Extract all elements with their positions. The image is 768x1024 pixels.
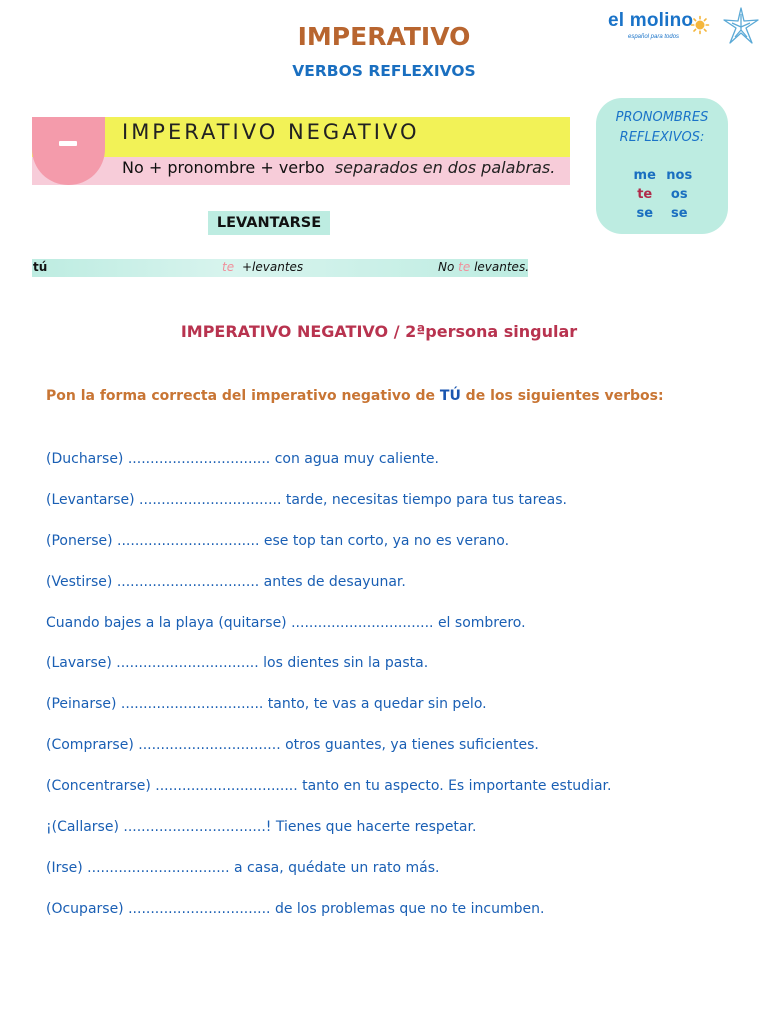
logo-text: el molino xyxy=(608,10,694,31)
exercise-item: (Vestirse) ................................ antes de desayunar. xyxy=(46,573,406,590)
pronouns-heading-line2: REFLEXIVOS: xyxy=(619,130,705,145)
page-title: IMPERATIVO xyxy=(297,22,471,51)
instruction-highlight: TÚ xyxy=(439,388,461,404)
example-negative-verb: levantes. xyxy=(474,260,530,274)
page-subtitle: VERBOS REFLEXIVOS xyxy=(292,62,476,80)
instruction-before: Pon la forma correcta del imperativo negativo de xyxy=(46,388,440,404)
pronoun-row xyxy=(596,187,728,202)
minus-badge xyxy=(32,117,105,185)
pronoun-row xyxy=(596,206,728,221)
exercise-item: (Levantarse) ................................ tarde, necesitas tiempo para tus tareas. xyxy=(46,491,567,508)
pronoun-row xyxy=(596,168,728,183)
exercise-item: (Irse) ................................ a casa, quédate un rato más. xyxy=(46,859,440,876)
formula-note: separados en dos palabras. xyxy=(334,158,556,177)
exercise-item: (Ducharse) ................................ con agua muy caliente. xyxy=(46,451,439,467)
pronoun-singular: se xyxy=(636,206,654,221)
exercise-item: (Lavarse) ................................ los dientes sin la pasta. xyxy=(46,655,429,672)
pronoun-singular: me xyxy=(633,168,656,183)
pronoun-plural: se xyxy=(670,206,688,221)
pronouns-heading-line1: PRONOMBRES xyxy=(615,110,709,125)
instruction-after: de los siguientes verbos: xyxy=(460,388,664,404)
exercise-item: (Ponerse) ................................ ese top tan corto, ya no es verano. xyxy=(46,532,510,549)
pronouns-heading xyxy=(596,108,728,148)
example-verb-label: LEVANTARSE xyxy=(208,211,330,235)
example-verb-form: +levantes xyxy=(242,260,304,274)
exercise-item: (Comprarse) ................................ otros guantes, ya tienes suficientes. xyxy=(46,737,539,754)
exercise-item: (Ocuparse) ................................ de los problemas que no te incumben. xyxy=(46,900,545,917)
pronoun-plural: nos xyxy=(666,168,693,183)
example-person: tú xyxy=(33,260,48,274)
instruction xyxy=(46,388,664,404)
logo-tagline: español para todos xyxy=(628,34,680,40)
exercise-item: (Concentrarse) ................................ tanto en tu aspecto. Es importante estudiar. xyxy=(46,778,612,795)
example-pronoun: te xyxy=(222,260,235,274)
exercise-list xyxy=(46,450,611,941)
example-negative-pronoun: te xyxy=(458,260,471,274)
exercise-item: Cuando bajes a la playa (quitarse) ................................ el sombrero. xyxy=(46,614,526,631)
pronoun-plural: os xyxy=(670,187,688,202)
pronoun-singular: te xyxy=(637,187,653,202)
exercise-item: (Peinarse) ................................ tanto, te vas a quedar sin pelo. xyxy=(46,696,487,713)
pronouns-box xyxy=(596,98,728,234)
section-heading: IMPERATIVO NEGATIVO / 2ªpersona singular xyxy=(180,322,578,341)
banner-formula xyxy=(122,158,555,177)
banner-title: IMPERATIVO NEGATIVO xyxy=(122,120,420,144)
minus-icon xyxy=(59,141,77,146)
formula-rule: No + pronombre + verbo xyxy=(122,158,325,177)
example-negative xyxy=(438,260,529,274)
exercise-item: ¡(Callarse) ................................! Tienes que hacerte respetar. xyxy=(46,819,477,836)
example-no: No xyxy=(438,260,455,274)
